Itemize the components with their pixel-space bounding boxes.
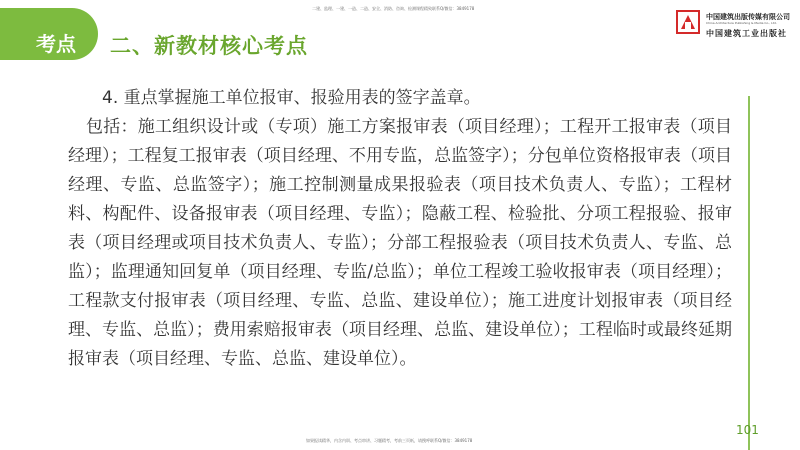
topic-badge bbox=[0, 8, 98, 60]
bottom-contact-note: 如果报读精华，内含内训、考点串讲、习题精考，考前三页纸，请搜呼联系Q/微信：3849178 bbox=[306, 438, 473, 443]
publisher-name-en: China Architecture Publishing & Media Co., Ltd. bbox=[706, 21, 777, 25]
top-contact-note: 二建、监理、一建、一造、二造、安全、消防、咨询、检测课程精致联系Q/微信：3849178 bbox=[312, 6, 475, 11]
content-block bbox=[68, 84, 732, 374]
publisher-name-cn: 中国建筑出版传媒有限公司 bbox=[706, 13, 790, 21]
body-paragraph: 包括：施工组织设计或（专项）施工方案报审表（项目经理）；工程开工报审表（项目经理）；工程复工报审表（项目经理、不用专监，总监签字）；分包单位资格报审表（项目经理、专监、总监签字）；施工控制测量成果报验表（项目技术负责人、专监）；工程材料、构配件、设备报审表（项目经理、专监）；隐蔽工程、检验批、分项工程报验、报审表（项目经理或项目技术负责人、专监）；分部工程报验表（项目技术负责人、专监、总监）；监理通知回复单（项目经理、专监/总监）；单位工程竣工验收报审表（项目经理）；工程款支付报审表（项目经理、专监、总监、建设单位）；施工进度计划报审表（项目经理、专监、总监）；费用索赔报审表（项目经理、总监、建设单位）；工程临时或最终延期报审表（项目经理、专监、总监、建设单位）。 bbox=[68, 117, 732, 369]
point-heading: 4. 重点掌握施工单位报审、报验用表的签字盖章。 bbox=[102, 88, 481, 108]
right-divider bbox=[748, 96, 750, 450]
badge-label: 考点 bbox=[36, 32, 76, 56]
page-number: 101 bbox=[736, 423, 759, 437]
publisher-name-calligraphy: 中国建筑工业出版社 bbox=[706, 29, 787, 38]
publisher-emblem-icon bbox=[676, 10, 700, 34]
section-title: 二、新教材核心考点 bbox=[110, 34, 308, 58]
publisher-logo bbox=[676, 10, 794, 40]
